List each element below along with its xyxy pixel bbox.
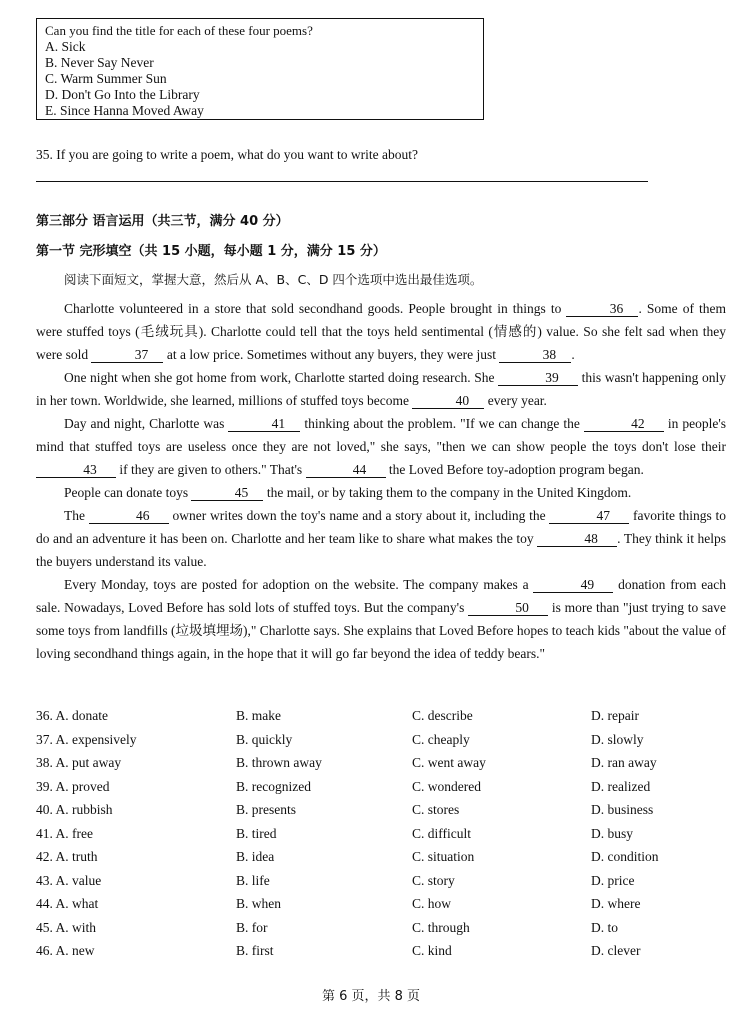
option-d[interactable]: D. price bbox=[591, 872, 635, 888]
section-title: 第一节 完形填空（共 15 小题，每小题 1 分，满分 15 分） bbox=[36, 244, 386, 259]
option-d[interactable]: D. repair bbox=[591, 708, 639, 723]
page-footer: 第 6 页，共 8 页 bbox=[321, 989, 421, 1004]
option-row bbox=[36, 896, 716, 920]
option-a[interactable]: 36. A. donate bbox=[36, 708, 108, 723]
blank-38[interactable]: 38 bbox=[499, 347, 571, 363]
option-d[interactable]: D. condition bbox=[591, 849, 659, 864]
blank-40[interactable]: 40 bbox=[412, 393, 484, 409]
answer-line-35[interactable] bbox=[36, 181, 648, 182]
option-a[interactable]: 39. A. proved bbox=[36, 778, 110, 794]
option-b[interactable]: B. make bbox=[236, 708, 281, 723]
blank-48[interactable]: 48 bbox=[537, 531, 617, 547]
box-option: A. Sick bbox=[45, 39, 86, 54]
box-option: C. Warm Summer Sun bbox=[45, 71, 167, 86]
option-a[interactable]: 42. A. truth bbox=[36, 849, 98, 864]
passage-paragraph: People can donate toys 45 the mail, or by taking them to the company in the United Kingdom. bbox=[64, 485, 632, 500]
option-b[interactable]: B. thrown away bbox=[236, 755, 322, 770]
passage-paragraph: One night when she got home from work, Charlotte started doing research. She 39 this wasn't happening only in her town. Worldwide, she learned, millions of stuffed toys become 40 every year. bbox=[36, 370, 726, 408]
option-c[interactable]: C. how bbox=[412, 896, 452, 911]
box-option: B. Never Say Never bbox=[45, 55, 154, 70]
option-a[interactable]: 45. A. with bbox=[36, 919, 97, 935]
blank-46[interactable]: 46 bbox=[89, 508, 169, 524]
blank-37[interactable]: 37 bbox=[91, 347, 163, 363]
option-c[interactable]: C. went away bbox=[412, 755, 486, 770]
blank-45[interactable]: 45 bbox=[191, 485, 263, 501]
box-question: Can you find the title for each of these four poems? bbox=[45, 23, 313, 38]
blank-39[interactable]: 39 bbox=[498, 370, 578, 386]
option-d[interactable]: D. busy bbox=[591, 825, 634, 841]
box-option: E. Since Hanna Moved Away bbox=[45, 103, 204, 118]
passage-paragraph: Day and night, Charlotte was 41 thinking about the problem. "If we can change the 42 in people's mind that stuffed toys are useless once they are not loved," she says, "then we can show people the toys don't lose their 43 if they are given to others." That's 44 the Loved Before toy-adoption program began. bbox=[36, 416, 727, 477]
option-b[interactable]: B. recognized bbox=[236, 778, 311, 794]
option-c[interactable]: C. kind bbox=[412, 943, 452, 958]
part-title: 第三部分 语言运用（共三节，满分 40 分） bbox=[36, 214, 289, 229]
option-b[interactable]: B. life bbox=[236, 872, 270, 888]
poem-title-box bbox=[36, 18, 484, 120]
option-d[interactable]: D. where bbox=[591, 896, 641, 911]
blank-44[interactable]: 44 bbox=[306, 462, 386, 478]
option-a[interactable]: 38. A. put away bbox=[36, 755, 122, 770]
blank-36[interactable]: 36 bbox=[566, 301, 638, 317]
option-row bbox=[36, 873, 716, 897]
option-c[interactable]: C. story bbox=[412, 872, 455, 888]
option-row bbox=[36, 779, 716, 803]
option-d[interactable]: D. to bbox=[591, 919, 618, 935]
instruction: 阅读下面短文，掌握大意，然后从 A、B、C、D 四个选项中选出最佳选项。 bbox=[64, 272, 483, 287]
answer-options bbox=[36, 708, 716, 967]
option-b[interactable]: B. first bbox=[236, 943, 274, 958]
option-d[interactable]: D. realized bbox=[591, 778, 651, 794]
passage-paragraph: Every Monday, toys are posted for adoption on the website. The company makes a 49 donation from each sale. Nowadays, Loved Before has sold lots of stuffed toys. But the company's 50 is more than "just trying to save some toys from landfills (垃圾填埋场)," Charlotte says. She explains that Loved Before hopes to teach kids "about the value of loving secondhand things again, in the hope that it will go far beyond the idea of teddy bears." bbox=[36, 577, 727, 661]
option-a[interactable]: 41. A. free bbox=[36, 825, 93, 841]
option-row bbox=[36, 732, 716, 756]
option-d[interactable]: D. business bbox=[591, 802, 654, 817]
option-a[interactable]: 43. A. value bbox=[36, 872, 102, 888]
option-c[interactable]: C. stores bbox=[412, 802, 460, 817]
option-c[interactable]: C. through bbox=[412, 919, 470, 935]
blank-47[interactable]: 47 bbox=[549, 508, 629, 524]
blank-49[interactable]: 49 bbox=[533, 577, 613, 593]
box-option: D. Don't Go Into the Library bbox=[45, 87, 200, 102]
option-a[interactable]: 40. A. rubbish bbox=[36, 802, 113, 817]
blank-41[interactable]: 41 bbox=[228, 416, 300, 432]
option-row bbox=[36, 802, 716, 826]
option-b[interactable]: B. tired bbox=[236, 825, 277, 841]
option-d[interactable]: D. ran away bbox=[591, 755, 657, 770]
option-c[interactable]: C. describe bbox=[412, 708, 473, 723]
passage-paragraph: The 46 owner writes down the toy's name and a story about it, including the 47 favorite things to do and an adventure it has been on. Charlotte and her team like to share what makes the toy 48 . They think it helps the buyers understand its value. bbox=[36, 508, 726, 569]
option-row bbox=[36, 755, 716, 779]
option-b[interactable]: B. for bbox=[236, 919, 268, 935]
question-35: 35. If you are going to write a poem, what do you want to write about? bbox=[36, 147, 419, 162]
option-d[interactable]: D. slowly bbox=[591, 731, 644, 747]
option-row bbox=[36, 943, 716, 967]
blank-50[interactable]: 50 bbox=[468, 600, 548, 616]
option-row bbox=[36, 708, 716, 732]
option-b[interactable]: B. quickly bbox=[236, 731, 293, 747]
option-a[interactable]: 44. A. what bbox=[36, 896, 99, 911]
option-row bbox=[36, 849, 716, 873]
option-a[interactable]: 37. A. expensively bbox=[36, 731, 137, 747]
passage bbox=[36, 297, 726, 665]
passage-paragraph: Charlotte volunteered in a store that sold secondhand goods. People brought in things to 36 . Some of them were stuffed toys (毛绒玩具). Charlotte could tell that the toys held sentimental (情感的) value. So she felt sad when they were sold 37 at a low price. Sometimes without any buyers, they were just 38 . bbox=[36, 301, 726, 362]
option-c[interactable]: C. situation bbox=[412, 849, 475, 864]
option-row bbox=[36, 920, 716, 944]
blank-42[interactable]: 42 bbox=[584, 416, 664, 432]
option-c[interactable]: C. wondered bbox=[412, 778, 481, 794]
option-b[interactable]: B. idea bbox=[236, 849, 275, 864]
option-b[interactable]: B. presents bbox=[236, 802, 296, 817]
option-c[interactable]: C. cheaply bbox=[412, 731, 470, 747]
option-b[interactable]: B. when bbox=[236, 896, 281, 911]
option-row bbox=[36, 826, 716, 850]
option-d[interactable]: D. clever bbox=[591, 943, 641, 958]
option-c[interactable]: C. difficult bbox=[412, 825, 471, 841]
blank-43[interactable]: 43 bbox=[36, 462, 116, 478]
option-a[interactable]: 46. A. new bbox=[36, 943, 95, 958]
